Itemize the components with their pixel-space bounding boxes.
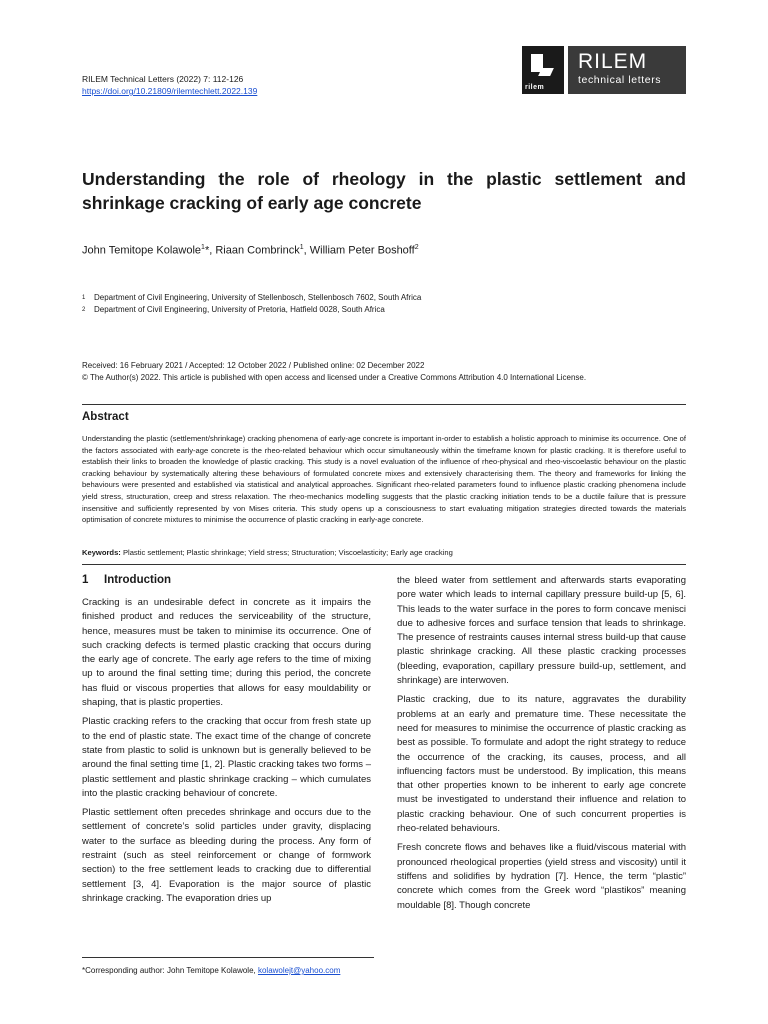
affiliation [82, 292, 421, 304]
body-paragraph: Cracking is an undesirable defect in concrete as it impairs the finished product and reduces the serviceability of the structure, hence, measures must be taken to minimise its occurrence. One of such cracking defects is termed plastic cracking that occurs during the early age of concrete. The early age refers to the time of mixing up to around the final setting time; during this period, the concrete has fluid or viscous properties that allows for easy mouldability or shaping, that is plastic properties. [82, 597, 371, 709]
doi-link[interactable]: https://doi.org/10.21809/rilemtechlett.2022.139 [82, 86, 258, 96]
journal-citation: RILEM Technical Letters (2022) 7: 112-126 [82, 74, 244, 84]
keywords-label: Keywords: [82, 548, 121, 557]
footnote-text: *Corresponding author: John Temitope Kolawole, [82, 966, 258, 975]
body-paragraph: Plastic settlement often precedes shrinkage and occurs due to the settlement of concrete’s solid particles under gravity, displacing water to the surface as bleeding during the process. Any form of restraint (such as steel reinforcement or change of formwork section) to the free settlement leads to cracking due to differential settlement [3, 4]. Evaporation is the major source of plastic shrinkage cracking. The evaporation dries up [82, 807, 371, 904]
body-paragraph: Plastic cracking, due to its nature, aggravates the durability problems at an early and premature time. These necessitate the need for measures to minimise the occurrence of plastic cracking as best as possible. To formulate and adopt the right strategy to reduce the occurrence of the cracking, its causes, process, and all influencing factors must be understood. By implication, this means that other properties known to be inherent to early age concrete must be investigated to understand their influence and relation to plastic cracking behaviour. One of such concurrent properties is rheo-related behaviours. [397, 694, 686, 835]
author-affil-sup: 1 [201, 244, 205, 251]
section-heading [82, 574, 171, 586]
abstract-heading: Abstract [82, 411, 129, 423]
affiliation-number: 1 [82, 295, 86, 301]
rilem-logo [522, 46, 686, 94]
footnote-rule [82, 957, 374, 958]
body-paragraph: Fresh concrete flows and behaves like a fluid/viscous material with pronounced rheological properties (yield stress and viscosity) until it stiffens and solidifies by hydration [7]. Hence, the term “plastic” concrete which comes from the Greek word “plastikos” meaning mouldable [8]. Though concrete [397, 842, 686, 911]
author-name: John Temitope Kolawole [82, 244, 202, 257]
left-column [82, 596, 371, 911]
journal-reference [82, 73, 257, 97]
affiliations [82, 292, 421, 316]
affiliation-number: 2 [82, 307, 86, 313]
right-column [397, 574, 686, 918]
author-name: William Peter Boshoff [309, 244, 415, 257]
logo-subtitle: technical letters [578, 74, 662, 86]
author-list [82, 244, 419, 257]
section-title: Introduction [104, 574, 172, 586]
keywords [82, 548, 453, 557]
paper-title: Understanding the role of rheology in the plastic settlement and shrinkage cracking of early age concrete [82, 169, 686, 213]
abstract-text: Understanding the plastic (settlement/shrinkage) cracking phenomena of early-age concrete is important in-order to establish a holistic approach to minimise its occurrence. One of the factors associated with early-age concrete is the rheo-related behaviour which occur simultaneously within the timeframe known for plastic cracking. It is therefore useful to establish their links to broaden the knowledge of plastic cracking. This study is a novel evaluation of the influence of rheo-physical and rheo-viscoelastic behaviour on the plastic cracking behaviour by systematically altering these behaviours of formulated concrete mixes and extensively characterising them. The theory and frameworks for linking the behaviours were presented and established via statistical and analytical approaches. Significant rheo-related parameters found to influence plastic cracking phenomena include yield stress, structuration, creep and stress relaxation. The rheo-mechanics modelling suggests that the plastic cracking initiation tends to be a ductile failure that is pressure insensitive and sufficiently represented by von Mises criteria. This study opens up a consciousness to start evaluating mitigation strategies directed towards the materials optimisation of concrete mixtures to minimise the occurrence of plastic cracking in early-age concrete. [82, 434, 686, 525]
rilem-logo-mark [522, 46, 564, 94]
logo-title: RILEM [578, 50, 648, 73]
abstract-bottom-rule [82, 564, 686, 565]
section-number: 1 [82, 574, 89, 586]
author-name: Riaan Combrinck [215, 244, 300, 257]
body-paragraph: Plastic cracking refers to the cracking that occur from fresh state up to the end of plastic state. The exact time of the change of concrete state from plastic to solid is unknown but is generally believed to be around the final setting time [1, 2]. Plastic cracking takes two forms – plastic settlement and plastic shrinkage cracking – which cumulates into the plastic cracking behaviour of concrete. [82, 716, 371, 799]
affiliation-text: Department of Civil Engineering, University of Pretoria, Hatfield 0028, South Africa [94, 305, 385, 314]
corresponding-author-footnote [82, 966, 340, 975]
publication-dates: Received: 16 February 2021 / Accepted: 12 October 2022 / Published online: 02 December 2022 [82, 361, 425, 370]
affiliation [82, 304, 421, 316]
author-email-link[interactable]: kolawolejt@yahoo.com [257, 966, 341, 975]
publication-info [82, 360, 586, 384]
author-separator: , [303, 244, 310, 257]
body-paragraph: the bleed water from settlement and afterwards starts evaporating pore water which leads to internal capillary pressure build-up [5, 6]. This leads to the water surface in the pores to form concave menisci due to adhesive forces and surface tension that leads to shrinkage. The presence of restraints causes internal stress build-up that cause plastic shrinkage cracking. All these plastic cracking processes (bleeding, evaporation, capillary pressure build-up, settlement, and shrinkage) are interwoven. [397, 575, 686, 687]
author-affil-sup: 1 [299, 244, 304, 251]
abstract-top-rule [82, 404, 686, 405]
keywords-list: Plastic settlement; Plastic shrinkage; Yield stress; Structuration; Viscoelasticity; Early age cracking [122, 548, 453, 557]
logo-text-box [568, 46, 686, 94]
affiliation-text: Department of Civil Engineering, University of Stellenbosch, Stellenbosch 7602, South Africa [94, 293, 422, 302]
license-statement: © The Author(s) 2022. This article is published with open access and licensed under a Creative Commons Attribution 4.0 International License. [82, 373, 587, 382]
author-affil-sup: 2 [414, 244, 419, 251]
logo-mark-text: rilem [525, 84, 545, 91]
author-separator: *, [204, 244, 216, 257]
